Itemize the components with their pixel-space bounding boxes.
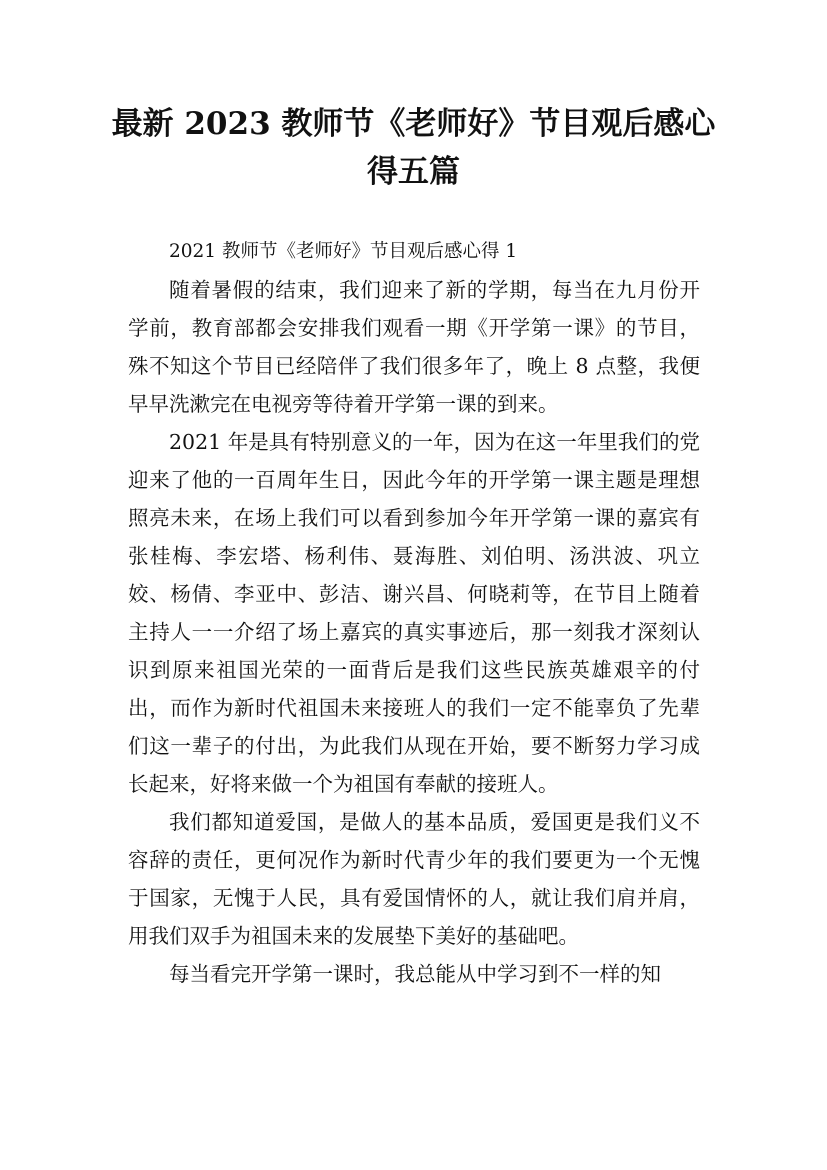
section-heading: 2021 教师节《老师好》节目观后感心得 1 (169, 241, 518, 262)
paragraph-3: 我们都知道爱国，是做人的基本品质，爱国更是我们义不容辞的责任，更何况作为新时代青少年的我们要更为一个无愧于国家，无愧于人民，具有爱国情怀的人，就让我们肩并肩，用我们双手为祖国未来的发展垫下美好的基础吧。 (128, 810, 700, 948)
paragraph-1: 随着暑假的结束，我们迎来了新的学期，每当在九月份开学前，教育部都会安排我们观看一期《开学第一课》的节目，殊不知这个节目已经陪伴了我们很多年了，晚上 8 点整，我便早早洗漱完在电视旁等待着开学第一课的到来。 (128, 278, 700, 416)
paragraph-2: 2021 年是具有特别意义的一年，因为在这一年里我们的党迎来了他的一百周年生日，因此今年的开学第一课主题是理想照亮未来，在场上我们可以看到参加今年开学第一课的嘉宾有张桂梅、李宏塔、杨利伟、聂海胜、刘伯明、汤洪波、巩立姣、杨倩、李亚中、彭洁、谢兴昌、何晓莉等，在节目上随着主持人一一介绍了场上嘉宾的真实事迹后，那一刻我才深刻认识到原来祖国光荣的一面背后是我们这些民族英雄艰辛的付出，而作为新时代祖国未来接班人的我们一定不能辜负了先辈们这一辈子的付出，为此我们从现在开始，要不断努力学习成长起来，好将来做一个为祖国有奉献的接班人。 (128, 430, 700, 796)
paragraph-4: 每当看完开学第一课时，我总能从中学习到不一样的知 (169, 962, 661, 986)
document-title: 最新 2023 教师节《老师好》节目观后感心得五篇 (111, 106, 716, 190)
document-body (128, 233, 700, 993)
